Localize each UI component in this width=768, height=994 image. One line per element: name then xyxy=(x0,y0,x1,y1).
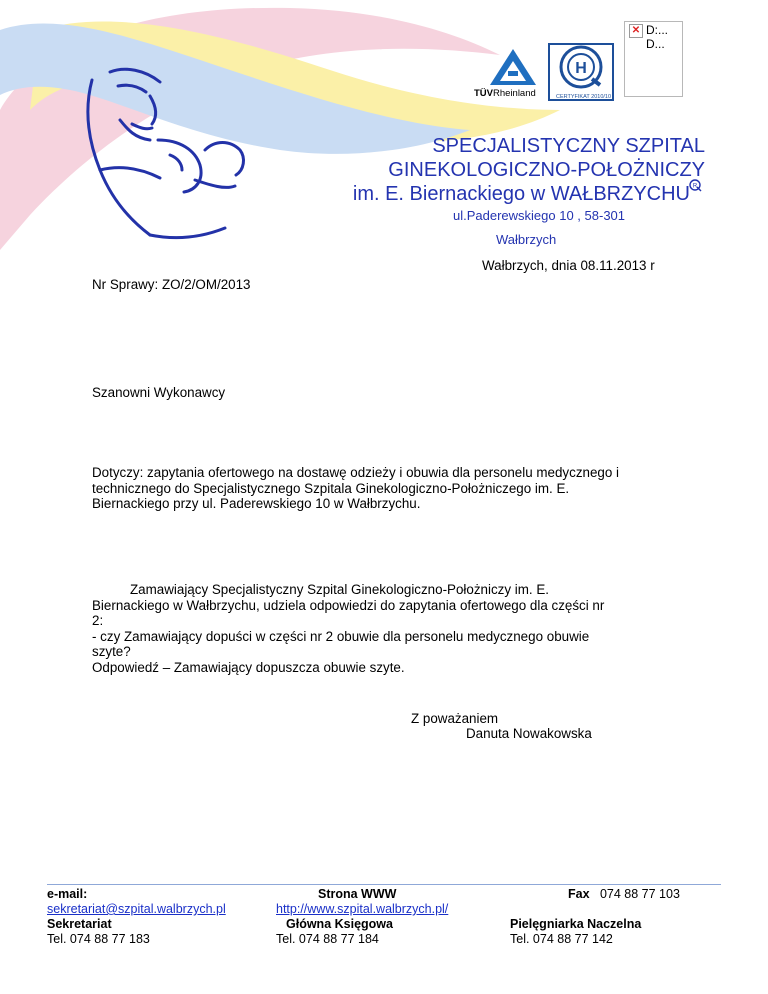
subject-line: technicznego do Specjalistycznego Szpitala Ginekologiczno-Położniczego im. E. xyxy=(92,480,570,496)
quality-certificate-logo-icon xyxy=(548,43,614,101)
footer-col-3 xyxy=(510,887,680,947)
tuv-name: Rheinland xyxy=(493,88,536,99)
letter-body xyxy=(92,582,732,676)
q-logo-caption: CERTYFIKAT 2010/10 xyxy=(556,94,612,100)
nurse-label: Pielęgniarka Naczelna xyxy=(510,917,642,931)
email-label: e-mail: xyxy=(47,887,88,901)
accounting-label: Główna Księgowa xyxy=(286,917,393,931)
closing: Z poważaniem xyxy=(411,711,499,726)
image-alt-line2: D... xyxy=(646,37,665,51)
hospital-city: Wałbrzych xyxy=(496,232,557,247)
tuv-logo-text xyxy=(474,88,536,99)
nurse-tel: Tel. 074 88 77 142 xyxy=(510,932,613,946)
svg-text:H: H xyxy=(575,60,587,77)
subject-line: Biernackiego przy ul. Paderewskiego 10 w Wałbrzychu. xyxy=(92,496,421,512)
letter-date: Wałbrzych, dnia 08.11.2013 r xyxy=(482,258,655,273)
body-line: Biernackiego w Wałbrzychu, udziela odpowiedzi do zapytania ofertowego dla części nr xyxy=(92,597,605,613)
secretariat-tel: Tel. 074 88 77 183 xyxy=(47,932,150,946)
www-link[interactable]: http://www.szpital.walbrzych.pl/ xyxy=(276,902,449,916)
body-line: 2: xyxy=(92,613,104,629)
tuv-brand: TÜV xyxy=(474,88,493,99)
footer-rule xyxy=(47,884,721,885)
broken-image-icon: ✕ xyxy=(629,24,643,38)
secretariat-label: Sekretariat xyxy=(47,917,112,931)
hospital-name-line3: im. E. Biernackiego w WAŁBRZYCHU xyxy=(352,183,690,205)
signature: Danuta Nowakowska xyxy=(466,726,592,741)
hospital-address: ul.Paderewskiego 10 , 58-301 xyxy=(453,208,626,223)
body-line: Zamawiający Specjalistyczny Szpital Ginekologiczno-Położniczy im. E. xyxy=(130,582,549,597)
fax-number: 074 88 77 103 xyxy=(599,887,680,901)
body-line: szyte? xyxy=(92,644,131,660)
salutation: Szanowni Wykonawcy xyxy=(92,385,226,400)
registered-q-mark-icon xyxy=(688,178,704,194)
footer-col-1 xyxy=(47,887,226,947)
tuv-triangle-logo-icon xyxy=(488,47,538,87)
footer-col-2 xyxy=(276,887,448,947)
fax-label: Fax xyxy=(568,887,590,901)
svg-text:R: R xyxy=(692,183,698,190)
subject-line: Dotyczy: zapytania ofertowego na dostawę odzieży i obuwia dla personelu medycznego i xyxy=(92,465,620,480)
hospital-name-line2: GINEKOLOGICZNO-POŁOŻNICZY xyxy=(388,159,705,181)
image-alt-line1: D:... xyxy=(646,23,669,37)
email-link[interactable]: sekretariat@szpital.walbrzych.pl xyxy=(47,902,226,916)
body-line: - czy Zamawiający dopuści w części nr 2 obuwie dla personelu medycznego obuwie xyxy=(92,628,590,644)
accounting-tel: Tel. 074 88 77 184 xyxy=(276,932,379,946)
case-number: Nr Sprawy: ZO/2/OM/2013 xyxy=(92,277,251,292)
subject-block xyxy=(92,465,732,512)
body-line: Odpowiedź – Zamawiający dopuszcza obuwie szyte. xyxy=(92,659,405,675)
www-label: Strona WWW xyxy=(318,887,397,901)
hospital-name-line1: SPECJALISTYCZNY SZPITAL xyxy=(432,135,705,157)
